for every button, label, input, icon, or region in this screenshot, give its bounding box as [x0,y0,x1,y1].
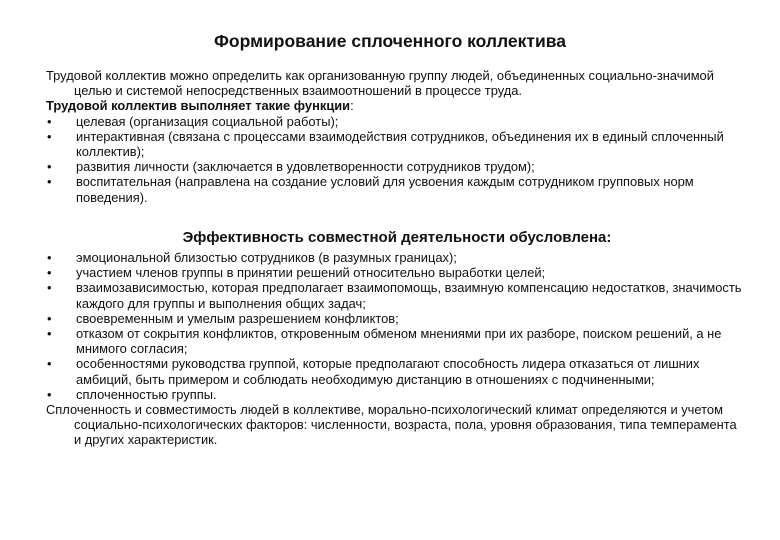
list-item: • особенностями руководства группой, которые предполагают способность лидера отказаться от лишних амбиций, быть примером и соблюдать необходимую дистанцию в отношениях с подчиненными; [46,356,746,386]
list-item: • интерактивная (связана с процессами взаимодействия сотрудников, объединения их в единый сплоченный коллектив); [46,129,746,159]
page-title: Формирование сплоченного коллектива [214,31,566,51]
factors-section [46,250,746,448]
list-item: • воспитательная (направлена на создание условий для усвоения каждым сотрудником групповых норм поведения). [46,174,746,204]
list-item: • развития личности (заключается в удовлетворенности сотрудников трудом); [46,159,746,174]
list-item: • целевая (организация социальной работы); [46,114,746,129]
list-item: • взаимозависимостью, которая предполагает взаимопомощь, взаимную компенсацию недостатков, значимость каждого для группы и выполнения общих задач; [46,280,746,310]
functions-heading: Трудовой коллектив выполняет такие функции [46,98,351,114]
functions-heading-colon: : [350,98,354,114]
list-item: • участием членов группы в принятии решений относительно выработки целей; [46,265,746,280]
factors-list [46,250,746,402]
intro-paragraph: Трудовой коллектив можно определить как организованную группу людей, объединенных социально-значимой целью и системой непосредственных взаимоотношений в процессе труда. [46,68,714,99]
effectiveness-heading: Эффективность совместной деятельности обусловлена: [182,229,612,246]
list-item: • сплоченностью группы. [46,387,746,402]
conclusion-paragraph: Сплоченность и совместимость людей в коллективе, морально-психологический климат определяются и учетом социально-психологических факторов: численности, возраста, пола, уровня образования, типа темперамента и других характеристик. [46,402,737,448]
list-item: • отказом от сокрытия конфликтов, откровенным обменом мнениями при их разборе, поиском решений, а не мнимого согласия; [46,326,746,356]
list-item: • своевременным и умелым разрешением конфликтов; [46,311,746,326]
functions-list [46,114,746,205]
functions-section [46,68,746,205]
functions-heading-line [46,98,746,113]
list-item: • эмоциональной близостью сотрудников (в разумных границах); [46,250,746,265]
